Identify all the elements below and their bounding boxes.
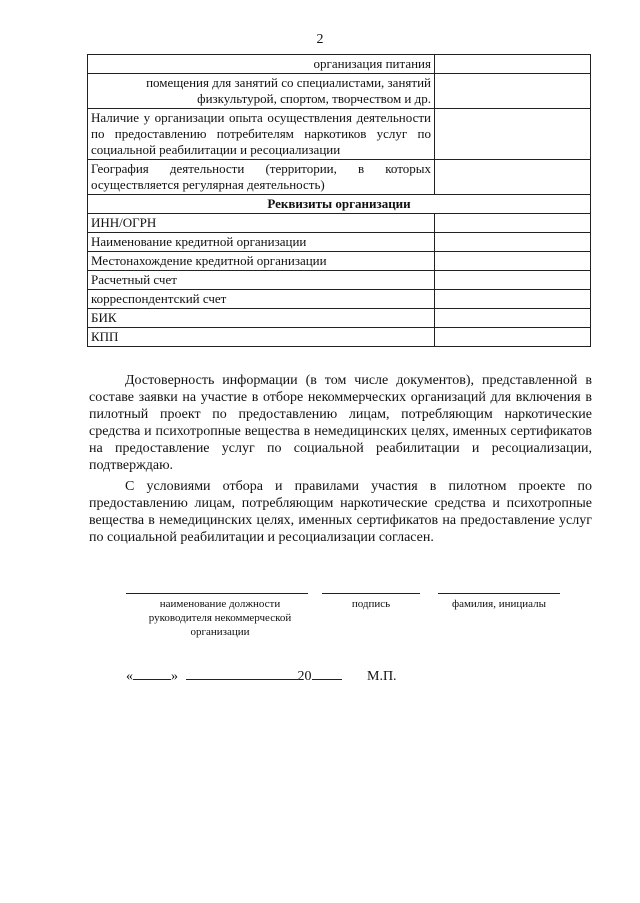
confirmation-text: Достоверность информации (в том числе документов), представленной в составе заявки на участие в отборе некоммерческих организаций для включения в пилотный проект по предоставлению лицам, потребляющим наркотические средства и психотропные вещества в немедицинских целях, именных сертификатов на предоставление услуг по социальной реабилитации и ресоциализации, подтверждаю. [89,373,592,473]
row-label: Наличие у организации опыта осуществления деятельности по предоставлению потребителям наркотиков услуг по социальной реабилитации и ресоциализации [88,109,435,160]
requisite-label: БИК [88,309,435,328]
requisite-value [435,252,591,271]
year-prefix: 20 [297,669,312,684]
table-row [88,74,591,109]
position-signature-line [126,593,308,594]
consent-paragraph [89,478,592,546]
consent-text: С условиями отбора и правилами участия в пилотном проекте по предоставлению лицам, потребляющим наркотические средства и психотропные вещества в немедицинских целях, именных сертификатов на предоставление услуг по социальной реабилитации и ресоциализации согласен. [89,479,592,545]
requisite-value [435,290,591,309]
row-value [435,55,591,74]
requisite-value [435,233,591,252]
row-value [435,160,591,195]
requisite-label: Наименование кредитной организации [88,233,435,252]
confirmation-paragraph [89,372,592,474]
requisite-label: ИНН/ОГРН [88,214,435,233]
day-blank [133,666,171,680]
requisite-label: корреспондентский счет [88,290,435,309]
table-row [88,328,591,347]
date-close-quote: » [171,669,178,684]
date-line [126,666,397,685]
table-row [88,252,591,271]
page-number: 2 [316,32,324,47]
requisites-table [87,54,591,347]
stamp-mark: М.П. [367,669,397,684]
name-signature-line [438,593,560,594]
signature-line [322,593,420,594]
section-header: Реквизиты организации [88,195,591,214]
signature-caption: подпись [351,598,391,610]
date-open-quote: « [126,669,133,684]
section-header-row [88,195,591,214]
table-row [88,309,591,328]
table-row [88,233,591,252]
requisite-label: Местонахождение кредитной организации [88,252,435,271]
row-label: организация питания [88,55,435,74]
table-row [88,271,591,290]
table-row [88,214,591,233]
table-row [88,290,591,309]
requisite-value [435,214,591,233]
requisite-value [435,328,591,347]
name-caption: фамилия, инициалы [451,598,547,610]
row-value [435,109,591,160]
position-caption: наименование должности руководителя некоммерческой организации [148,598,292,638]
year-blank [312,666,342,680]
table-row [88,109,591,160]
requisite-value [435,309,591,328]
requisite-label: КПП [88,328,435,347]
row-label: помещения для занятий со специалистами, занятий физкультурой, спортом, творчеством и др. [88,74,435,109]
requisite-label: Расчетный счет [88,271,435,290]
row-value [435,74,591,109]
row-label: География деятельности (территории, в которых осуществляется регулярная деятельность) [88,160,435,195]
requisite-value [435,271,591,290]
month-blank [186,666,298,680]
table-row [88,55,591,74]
table-row [88,160,591,195]
